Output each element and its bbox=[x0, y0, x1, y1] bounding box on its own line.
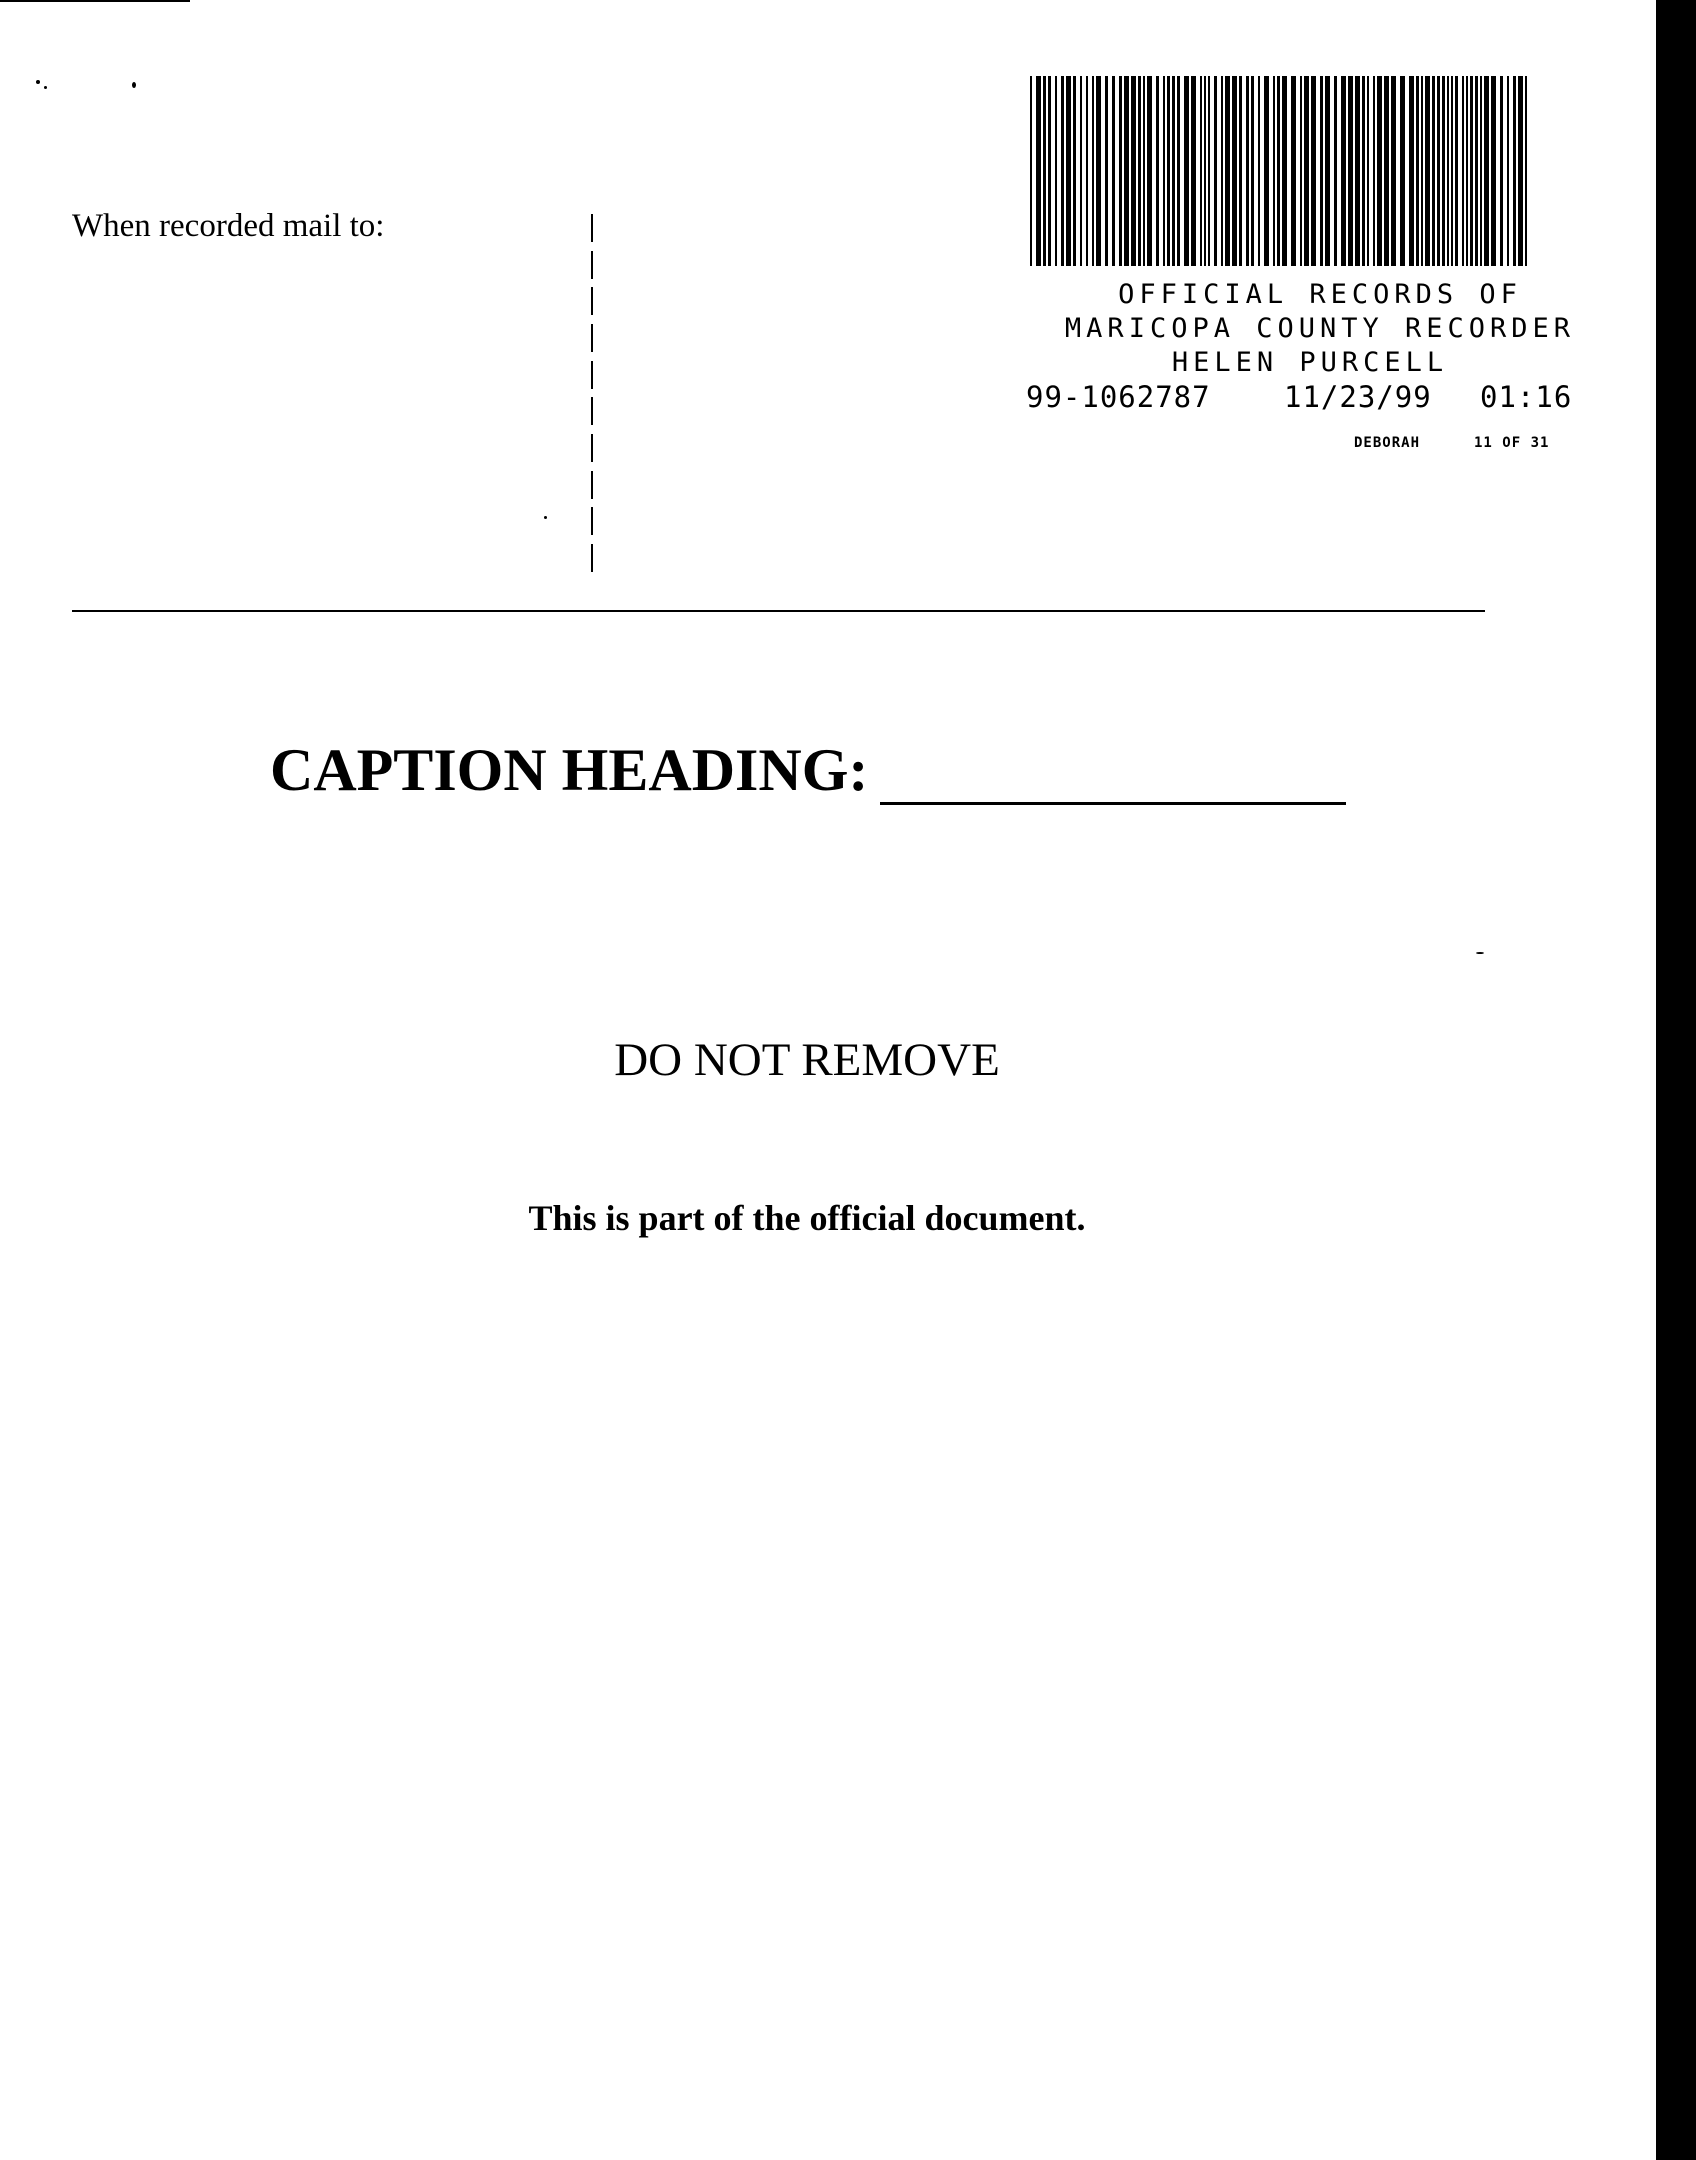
scan-speck bbox=[44, 86, 47, 89]
scan-speck bbox=[132, 82, 136, 88]
recorder-line-1: OFFICIAL RECORDS OF bbox=[1118, 279, 1522, 310]
barcode-bar bbox=[1416, 76, 1419, 266]
barcode bbox=[1030, 76, 1530, 266]
barcode-bar bbox=[1491, 76, 1496, 266]
barcode-bar bbox=[1484, 76, 1489, 266]
barcode-bar bbox=[1156, 76, 1159, 266]
barcode-bar bbox=[1513, 76, 1516, 266]
barcode-bar bbox=[1092, 76, 1094, 266]
barcode-bar bbox=[1030, 76, 1032, 266]
barcode-bar bbox=[1204, 76, 1206, 266]
barcode-bar bbox=[1391, 76, 1396, 266]
top-edge-rule bbox=[0, 0, 190, 2]
barcode-bar bbox=[1147, 76, 1152, 266]
barcode-bar bbox=[1367, 76, 1369, 266]
barcode-bar bbox=[1507, 76, 1509, 266]
barcode-bar bbox=[1355, 76, 1360, 266]
official-document-note: This is part of the official document. bbox=[528, 1198, 1086, 1238]
barcode-bar bbox=[1167, 76, 1170, 266]
barcode-bar bbox=[1112, 76, 1115, 266]
barcode-bar bbox=[1500, 76, 1503, 266]
barcode-bar bbox=[1455, 76, 1458, 266]
barcode-bar bbox=[1320, 76, 1323, 266]
barcode-bar bbox=[1282, 76, 1287, 266]
caption-blank-line bbox=[880, 802, 1346, 805]
barcode-bar bbox=[1348, 76, 1353, 266]
barcode-bar bbox=[1251, 76, 1254, 266]
barcode-bar bbox=[1291, 76, 1296, 266]
barcode-bar bbox=[1163, 76, 1165, 266]
barcode-bar bbox=[1525, 76, 1527, 266]
barcode-bar bbox=[1311, 76, 1316, 266]
barcode-bar bbox=[1277, 76, 1280, 266]
recording-details bbox=[1020, 380, 1580, 420]
scan-speck bbox=[36, 80, 40, 84]
barcode-bar bbox=[1384, 76, 1389, 266]
barcode-bar bbox=[1138, 76, 1141, 266]
recorder-name: HELEN PURCELL bbox=[1171, 347, 1449, 378]
barcode-bar bbox=[1105, 76, 1108, 266]
barcode-bar bbox=[1061, 76, 1064, 266]
barcode-bar bbox=[1208, 76, 1210, 266]
barcode-bar bbox=[1334, 76, 1337, 266]
barcode-bar bbox=[1475, 76, 1478, 266]
barcode-bar bbox=[1221, 76, 1223, 266]
page-count: 11 OF 31 bbox=[1474, 435, 1550, 451]
recorder-line-2: MARICOPA COUNTY RECORDER bbox=[1064, 313, 1576, 344]
barcode-bar bbox=[1066, 76, 1071, 266]
barcode-bar bbox=[1036, 76, 1041, 266]
header-separator bbox=[72, 610, 1485, 612]
barcode-bar bbox=[1191, 76, 1196, 266]
barcode-bar bbox=[1073, 76, 1076, 266]
barcode-bar bbox=[1325, 76, 1330, 266]
barcode-bar bbox=[1377, 76, 1382, 266]
barcode-bar bbox=[1258, 76, 1260, 266]
barcode-bar bbox=[1470, 76, 1473, 266]
barcode-bar bbox=[1518, 76, 1523, 266]
document-number: 99-1062787 bbox=[1026, 380, 1211, 414]
scanner-edge bbox=[1656, 0, 1696, 2160]
barcode-bar bbox=[1400, 76, 1405, 266]
barcode-bar bbox=[1432, 76, 1435, 266]
barcode-bar bbox=[1086, 76, 1088, 266]
barcode-bar bbox=[1225, 76, 1230, 266]
barcode-bar bbox=[1043, 76, 1046, 266]
caption-heading: CAPTION HEADING: bbox=[270, 737, 869, 803]
barcode-bar bbox=[1232, 76, 1237, 266]
scan-speck bbox=[544, 516, 547, 519]
barcode-bar bbox=[1096, 76, 1101, 266]
barcode-bar bbox=[1214, 76, 1217, 266]
barcode-bar bbox=[1362, 76, 1365, 266]
barcode-bar bbox=[1143, 76, 1145, 266]
barcode-bar bbox=[1131, 76, 1136, 266]
barcode-bar bbox=[1442, 76, 1445, 266]
recording-time: 01:16 bbox=[1480, 380, 1573, 414]
barcode-bar bbox=[1421, 76, 1423, 266]
barcode-bar bbox=[1048, 76, 1051, 266]
barcode-bar bbox=[1462, 76, 1464, 266]
do-not-remove-notice: DO NOT REMOVE bbox=[614, 1034, 1000, 1086]
barcode-bar bbox=[1184, 76, 1189, 266]
recording-date: 11/23/99 bbox=[1284, 380, 1432, 414]
barcode-bar bbox=[1341, 76, 1346, 266]
barcode-bar bbox=[1124, 76, 1129, 266]
scan-speck bbox=[1476, 952, 1484, 954]
barcode-bar bbox=[1172, 76, 1175, 266]
barcode-bar bbox=[1264, 76, 1269, 266]
barcode-bar bbox=[1119, 76, 1122, 266]
barcode-bar bbox=[1080, 76, 1082, 266]
barcode-bar bbox=[1447, 76, 1449, 266]
barcode-bar bbox=[1055, 76, 1057, 266]
barcode-bar bbox=[1466, 76, 1468, 266]
barcode-bar bbox=[1451, 76, 1453, 266]
barcode-bar bbox=[1273, 76, 1275, 266]
mail-to-label: When recorded mail to: bbox=[72, 208, 385, 244]
mail-block-divider bbox=[591, 214, 593, 572]
barcode-bar bbox=[1437, 76, 1440, 266]
barcode-bar bbox=[1200, 76, 1202, 266]
barcode-bar bbox=[1246, 76, 1249, 266]
barcode-bar bbox=[1304, 76, 1309, 266]
barcode-bar bbox=[1177, 76, 1180, 266]
clerk-name: DEBORAH bbox=[1354, 435, 1421, 451]
barcode-bar bbox=[1480, 76, 1482, 266]
recorder-stamp bbox=[1020, 278, 1580, 451]
barcode-bar bbox=[1300, 76, 1302, 266]
barcode-bar bbox=[1373, 76, 1375, 266]
barcode-bar bbox=[1409, 76, 1414, 266]
barcode-bar bbox=[1425, 76, 1430, 266]
barcode-bar bbox=[1239, 76, 1242, 266]
